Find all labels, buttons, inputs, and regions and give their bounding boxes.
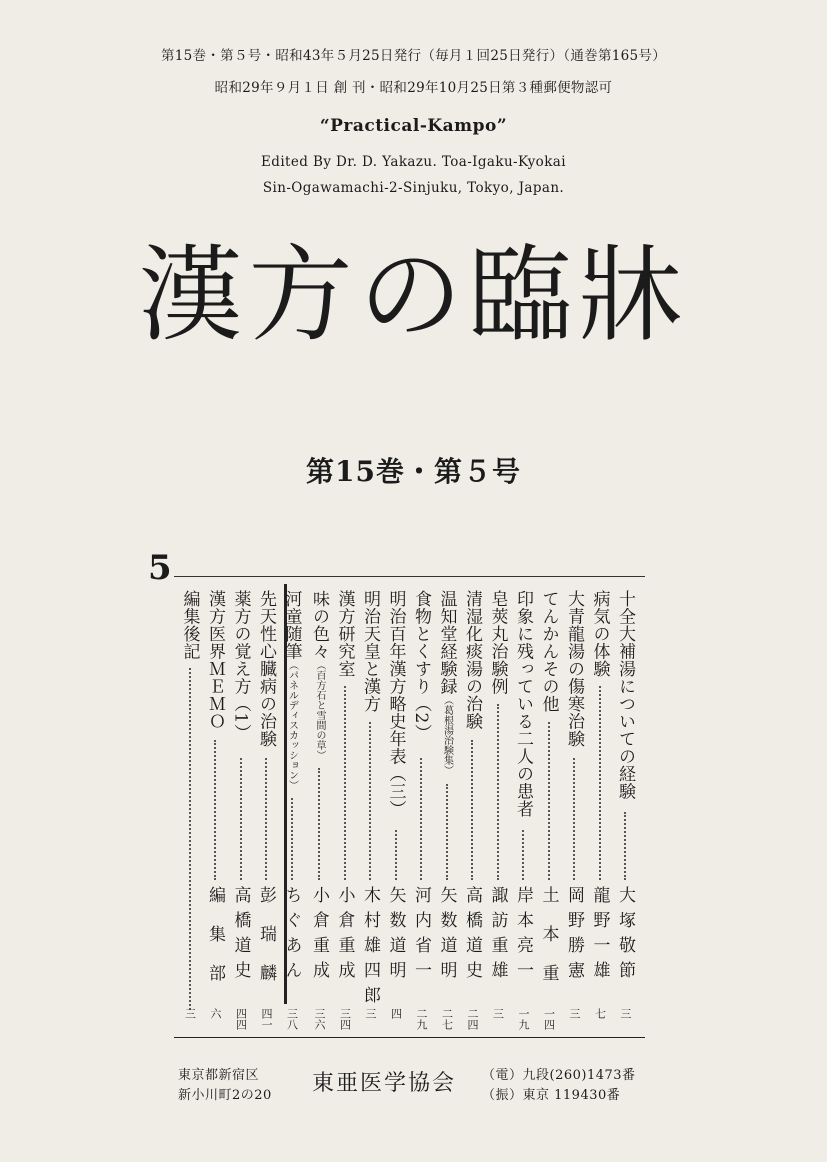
toc-entry-title-text: 病気の体験 <box>589 590 610 678</box>
toc-entry-page: 三 <box>183 1008 197 1019</box>
toc-entry <box>334 590 356 1030</box>
toc-entry-title <box>563 590 585 748</box>
toc-entry-title-text: 清湿化痰湯の治験 <box>462 590 482 730</box>
toc-leader-dots <box>369 722 371 880</box>
publisher-phone: （電）九段(260)1473番 <box>482 1068 636 1083</box>
publisher-transfer-account: （振）東京 119430番 <box>482 1088 621 1103</box>
toc-entry <box>614 590 636 1030</box>
toc-entry-author: 彭瑞麟 <box>256 886 276 1003</box>
toc-entry-title <box>308 590 330 760</box>
toc-entry-title <box>512 590 534 818</box>
toc-entry-subtitle: （百方石と雪間の草） <box>314 660 325 760</box>
publisher-address-line-2: 新小川町2の20 <box>178 1088 272 1103</box>
toc-entry-title-text: 河童随筆 <box>281 590 302 660</box>
toc-entry-title <box>487 590 509 695</box>
toc-entry-page: 二九 <box>415 1008 428 1030</box>
toc-entry-author: 矢数道明 <box>385 886 406 986</box>
toc-leader-dots <box>599 686 601 880</box>
toc-entry-page: 七 <box>593 1008 607 1019</box>
toc-entry-page: 四 <box>389 1008 403 1019</box>
toc-entry-page: 三六 <box>313 1008 326 1030</box>
toc-entry-author: 河内省一 <box>411 886 431 986</box>
toc-entry <box>563 590 585 1030</box>
toc-entry-title-text: 明治天皇と漢方 <box>360 590 380 713</box>
toc-entry-page: 一九 <box>517 1008 530 1030</box>
toc-entry-author: 龍野一雄 <box>589 886 610 986</box>
toc-leader-dots <box>214 740 216 880</box>
toc-entry-title <box>255 590 277 748</box>
issue-label: 第15巻・第５号 <box>306 455 521 488</box>
toc-leader-dots <box>573 758 575 880</box>
toc-entry-page: 四一 <box>260 1008 273 1030</box>
toc-entry <box>179 590 201 1030</box>
toc-entry <box>512 590 534 1030</box>
toc-entry-author: 木村雄四郎 <box>360 886 380 1011</box>
toc-entry-page: 六 <box>209 1008 222 1019</box>
toc-entry-title-text: 先天性心臓病の治験 <box>256 590 276 748</box>
toc-entry <box>538 590 560 1030</box>
toc-entry-title <box>281 590 303 790</box>
toc-bottom-rule <box>174 1037 645 1038</box>
english-title: “Practical-Kampo” <box>319 116 508 136</box>
toc-leader-dots <box>240 758 242 880</box>
toc-entry <box>461 590 483 1030</box>
toc-entry-title <box>230 590 252 741</box>
toc-entry-title <box>410 590 432 741</box>
toc-leader-dots <box>522 830 524 880</box>
toc-entry <box>255 590 277 1030</box>
toc-entry-author: 岡野勝憲 <box>564 886 584 986</box>
toc-entry-title <box>538 590 560 713</box>
toc-entry-title-text: 漢方医界ＭＥＭＯ <box>205 590 225 730</box>
toc-entry-title <box>614 590 636 800</box>
toc-entry-title <box>589 590 611 678</box>
toc-leader-dots <box>189 668 191 1010</box>
toc-entry <box>385 590 407 1030</box>
toc-entry-title <box>436 590 458 775</box>
toc-entry <box>204 590 226 1030</box>
toc-leader-dots <box>395 830 397 880</box>
english-editor-line: Edited By Dr. D. Yakazu. Toa-Igaku-Kyokai <box>261 154 566 170</box>
toc-entry-title-text: 十全大補湯についての経験 <box>615 590 635 800</box>
toc-entry-page: 三 <box>491 1008 505 1019</box>
publisher-name: 東亜医学協会 <box>312 1071 457 1096</box>
toc-leader-dots <box>471 740 473 880</box>
publisher-address-line-1: 東京都新宿区 <box>178 1068 260 1083</box>
toc-entry-page: 三 <box>364 1008 377 1019</box>
toc-entry-author: ちぐあん <box>281 886 302 986</box>
toc-entry-page: 三 <box>619 1008 632 1019</box>
toc-entry-title-text: 薬方の覚え方（1） <box>230 590 251 742</box>
toc-leader-dots <box>318 768 320 880</box>
toc-entry <box>359 590 381 1030</box>
toc-entry <box>487 590 509 1030</box>
toc-entry-author: 小倉重成 <box>334 886 355 986</box>
toc-entry-author: 高橋道史 <box>230 886 251 986</box>
toc-entry <box>308 590 330 1030</box>
toc-entry-page: 一四 <box>542 1008 556 1030</box>
toc-top-rule <box>174 576 645 577</box>
toc-entry-title-text: てんかんその他 <box>538 590 559 713</box>
toc-entry-title <box>461 590 483 730</box>
toc-entry-page: 二七 <box>440 1008 454 1030</box>
toc-entry-author: 岸本亮一 <box>513 886 533 986</box>
toc-entry <box>230 590 252 1030</box>
toc-entry-title-text: 皂莢丸治験例 <box>487 590 508 695</box>
toc-leader-dots <box>420 758 422 880</box>
toc-entry-title-text: 漢方研究室 <box>334 590 355 678</box>
toc-entry-author: 諏訪重雄 <box>487 886 508 986</box>
toc-entry-title-text: 大青龍湯の傷寒治験 <box>564 590 584 748</box>
toc-entry-subtitle: （葛根湯治験集） <box>441 695 453 775</box>
toc-entry <box>589 590 611 1030</box>
journal-title: 漢方の臨牀 <box>138 234 689 356</box>
toc-entry <box>410 590 432 1030</box>
toc-entry-page: 三八 <box>285 1008 299 1030</box>
toc-leader-dots <box>344 686 346 880</box>
toc-entry-page: 三 <box>568 1008 581 1019</box>
toc-entry-author: 矢数道明 <box>436 886 457 986</box>
english-address-line: Sin-Ogawamachi-2-Sinjuku, Tokyo, Japan. <box>262 180 565 196</box>
toc-issue-number: 5 <box>148 548 172 588</box>
publication-info-line-2: 昭和29年９月１日 創 刊・昭和29年10月25日第３種郵便物認可 <box>214 80 613 96</box>
toc-leader-dots <box>265 758 267 880</box>
toc-entry <box>281 590 303 1030</box>
toc-entry-title <box>385 590 407 818</box>
toc-leader-dots <box>446 784 448 880</box>
toc-entry-title-text: 食物とくすり（2） <box>411 590 431 742</box>
toc-entry-title <box>334 590 356 678</box>
toc-entry-author: 土本重 <box>538 886 559 1003</box>
toc-entry-page: 三四 <box>338 1008 352 1030</box>
toc-entry-subtitle: （パネルディスカッション） <box>286 660 298 790</box>
toc-entry-page: 四四 <box>234 1008 248 1030</box>
publication-info-line-1: 第15巻・第５号・昭和43年５月25日発行（毎月１回25日発行）（通巻第165号） <box>160 48 667 64</box>
toc-leader-dots <box>291 798 293 880</box>
toc-entry-title-text: 温知堂経験録 <box>436 590 457 695</box>
toc-entry <box>436 590 458 1030</box>
publisher-footer <box>174 1064 645 1104</box>
toc-entry-author: 大塚敬節 <box>615 886 635 986</box>
toc-leader-dots <box>548 722 550 880</box>
table-of-contents <box>174 576 645 1038</box>
toc-entry-author: 高橋道史 <box>462 886 482 986</box>
toc-entry-title-text: 編集後記 <box>179 590 200 660</box>
toc-entry-title-text: 明治百年漢方略史年表（三） <box>385 590 406 818</box>
toc-entry-title <box>204 590 226 730</box>
toc-entry-title <box>179 590 201 660</box>
toc-leader-dots <box>497 704 499 880</box>
toc-leader-dots <box>624 812 626 880</box>
toc-entry-title <box>359 590 381 713</box>
toc-entry-author: 小倉重成 <box>309 886 329 986</box>
toc-entry-title-text: 印象に残っている二人の患者 <box>513 590 533 818</box>
toc-entry-page: 二四 <box>466 1008 479 1030</box>
toc-entry-author: 編集部 <box>205 886 225 1003</box>
toc-entry-title-text: 味の色々 <box>309 590 329 660</box>
